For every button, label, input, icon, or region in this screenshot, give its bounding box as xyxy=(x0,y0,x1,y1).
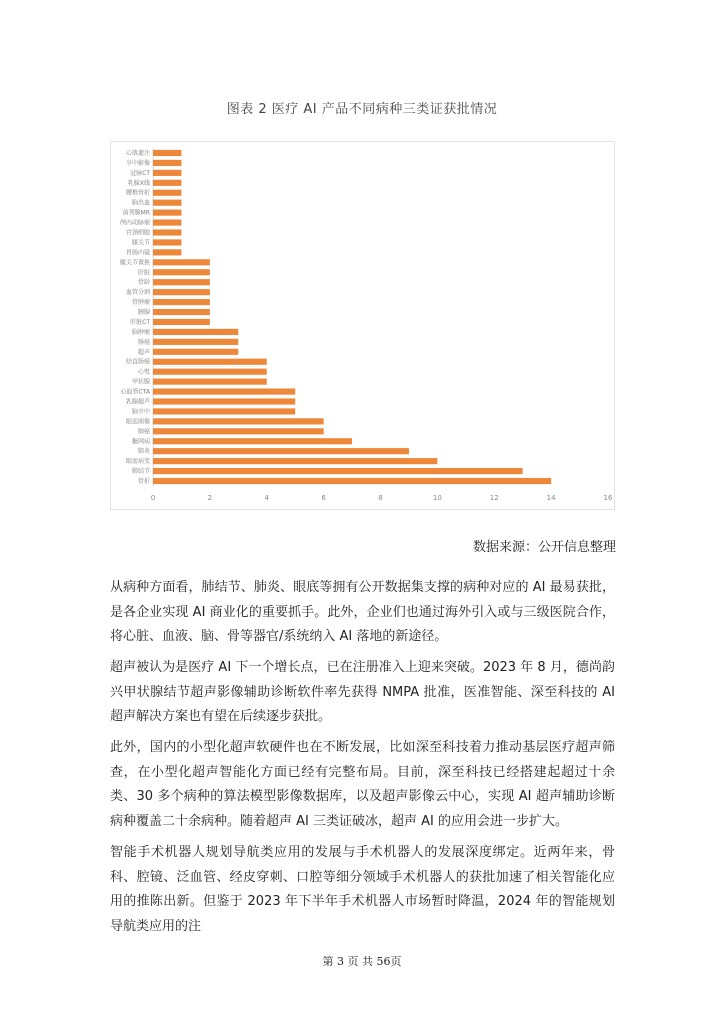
paragraph-4: 智能手术机器人规划导航类应用的发展与手术机器人的发展深度绑定。近两年来，骨科、腔镜、泛血管、经皮穿刺、口腔等细分领域手术机器人的获批加速了相关智能化应用的推陈出新。但鉴于 2023 年下半年手术机器人市场暂时降温，2024 年的智能规划导航类应用的注 xyxy=(110,845,615,934)
paragraph-1: 从病种方面看，肺结节、肺炎、眼底等拥有公开数据集支撑的病种对应的 AI 最易获批，是各企业实现 AI 商业化的重要抓手。此外，企业们也通过海外引入或与三级医院合作，将心脏、血液、脑、骨等器官/系统纳入 AI 落地的新途径。 xyxy=(110,580,615,644)
bar xyxy=(153,339,238,345)
x-tick-label: 2 xyxy=(207,494,213,502)
category-label: 甲状腺 xyxy=(131,378,150,386)
paragraph-2: 超声被认为是医疗 AI 下一个增长点，已在注册准入上迎来突破。2023 年 8 月，德尚韵兴甲状腺结节超声影像辅助诊断软件率先获得 NMPA 批准，医准智能、深至科技的 AI 超声解决方案也有望在后续逐步获批。 xyxy=(110,660,615,724)
bar xyxy=(153,418,324,424)
category-label: 卒中影像 xyxy=(125,159,150,167)
x-tick-label: 10 xyxy=(432,494,442,502)
category-label: 膝关节 xyxy=(131,239,150,247)
bar xyxy=(153,319,210,325)
category-label: 乳腺X线 xyxy=(127,179,150,187)
x-tick-label: 8 xyxy=(378,494,383,502)
category-label: 脑肿瘤 xyxy=(131,328,150,336)
category-label: 胰腺 xyxy=(137,309,150,317)
x-tick-label: 14 xyxy=(546,494,556,502)
category-label: 胃肠内镜 xyxy=(125,249,150,257)
bar xyxy=(153,398,295,404)
bar xyxy=(153,408,295,414)
category-label: 眼底病变 xyxy=(125,458,150,466)
bar xyxy=(153,150,181,156)
category-label: 眼底图像 xyxy=(125,418,150,426)
bar xyxy=(153,160,181,166)
category-label: 髋关节置换 xyxy=(119,259,150,267)
bar xyxy=(153,190,181,196)
bar xyxy=(153,269,210,275)
bar xyxy=(153,428,324,434)
bar xyxy=(153,279,210,285)
category-label: 宫颈细胞 xyxy=(125,229,150,237)
bar-chart xyxy=(110,141,615,510)
bar xyxy=(153,200,181,206)
category-label: 肺癌 xyxy=(137,428,150,436)
category-label: 心血管CTA xyxy=(120,388,150,396)
category-label: 心电 xyxy=(137,368,150,376)
bar xyxy=(153,468,523,474)
category-label: 肠癌 xyxy=(137,338,150,346)
bar xyxy=(153,438,352,444)
category-label: 冠脉CT xyxy=(130,169,150,177)
category-label: 肝脏 xyxy=(137,269,150,277)
page-footer: 第 3 页 共 56页 xyxy=(322,955,402,968)
category-label: 骨折 xyxy=(137,478,150,486)
category-label: 腰椎骨折 xyxy=(125,189,150,197)
category-label: 骨肿瘤 xyxy=(131,299,150,307)
bar xyxy=(153,369,267,375)
category-label: 颅内动脉瘤 xyxy=(119,219,150,227)
bar xyxy=(153,359,267,365)
category-label: 前列腺MR xyxy=(122,209,150,217)
bar xyxy=(153,388,295,394)
category-label: 血管分割 xyxy=(125,289,150,297)
bar xyxy=(153,259,210,265)
category-label: 肺结节 xyxy=(131,468,150,476)
category-label: 脑卒中 xyxy=(131,408,150,416)
bar xyxy=(153,239,181,245)
category-label: 骨龄 xyxy=(137,279,150,287)
bar xyxy=(153,219,181,225)
category-label: 心肌灌注 xyxy=(125,149,150,157)
bar xyxy=(153,448,409,454)
category-label: 糖网病 xyxy=(131,438,150,446)
x-tick-label: 16 xyxy=(603,494,613,502)
category-label: 乳腺超声 xyxy=(125,398,150,406)
bar xyxy=(153,210,181,216)
category-label: 脑出血 xyxy=(131,199,150,207)
bar xyxy=(153,229,181,235)
bar xyxy=(153,299,210,305)
bar xyxy=(153,309,210,315)
category-label: 肺炎 xyxy=(137,448,150,456)
bar xyxy=(153,249,181,255)
bar xyxy=(153,458,437,464)
x-tick-label: 0 xyxy=(150,494,156,502)
bar-chart-svg xyxy=(111,142,614,509)
bar xyxy=(153,349,238,355)
x-tick-label: 12 xyxy=(489,494,499,502)
category-label: 肝脏CT xyxy=(130,318,150,326)
bar xyxy=(153,170,181,176)
data-source: 数据来源：公开信息整理 xyxy=(472,540,616,555)
paragraph-3: 此外，国内的小型化超声软硬件也在不断发展，比如深至科技着力推动基层医疗超声筛查，在小型化超声智能化方面已经有完整布局。目前，深至科技已经搭建起超过十余类、30 多个病种的算法模型影像数据库，以及超声影像云中心，实现 AI 超声辅助诊断病种覆盖二十余病种。随着超声 AI 三类证破冰，超声 AI 的应用会进一步扩大。 xyxy=(110,740,615,829)
bar xyxy=(153,329,238,335)
bar xyxy=(153,180,181,186)
bar xyxy=(153,478,551,484)
category-label: 结直肠癌 xyxy=(125,358,150,366)
x-tick-label: 4 xyxy=(264,494,269,502)
category-label: 超声 xyxy=(137,348,150,356)
bar xyxy=(153,289,210,295)
x-tick-label: 6 xyxy=(321,494,326,502)
figure-title: 图表 2 医疗 AI 产品不同病种三类证获批情况 xyxy=(226,102,498,117)
bar xyxy=(153,379,267,385)
